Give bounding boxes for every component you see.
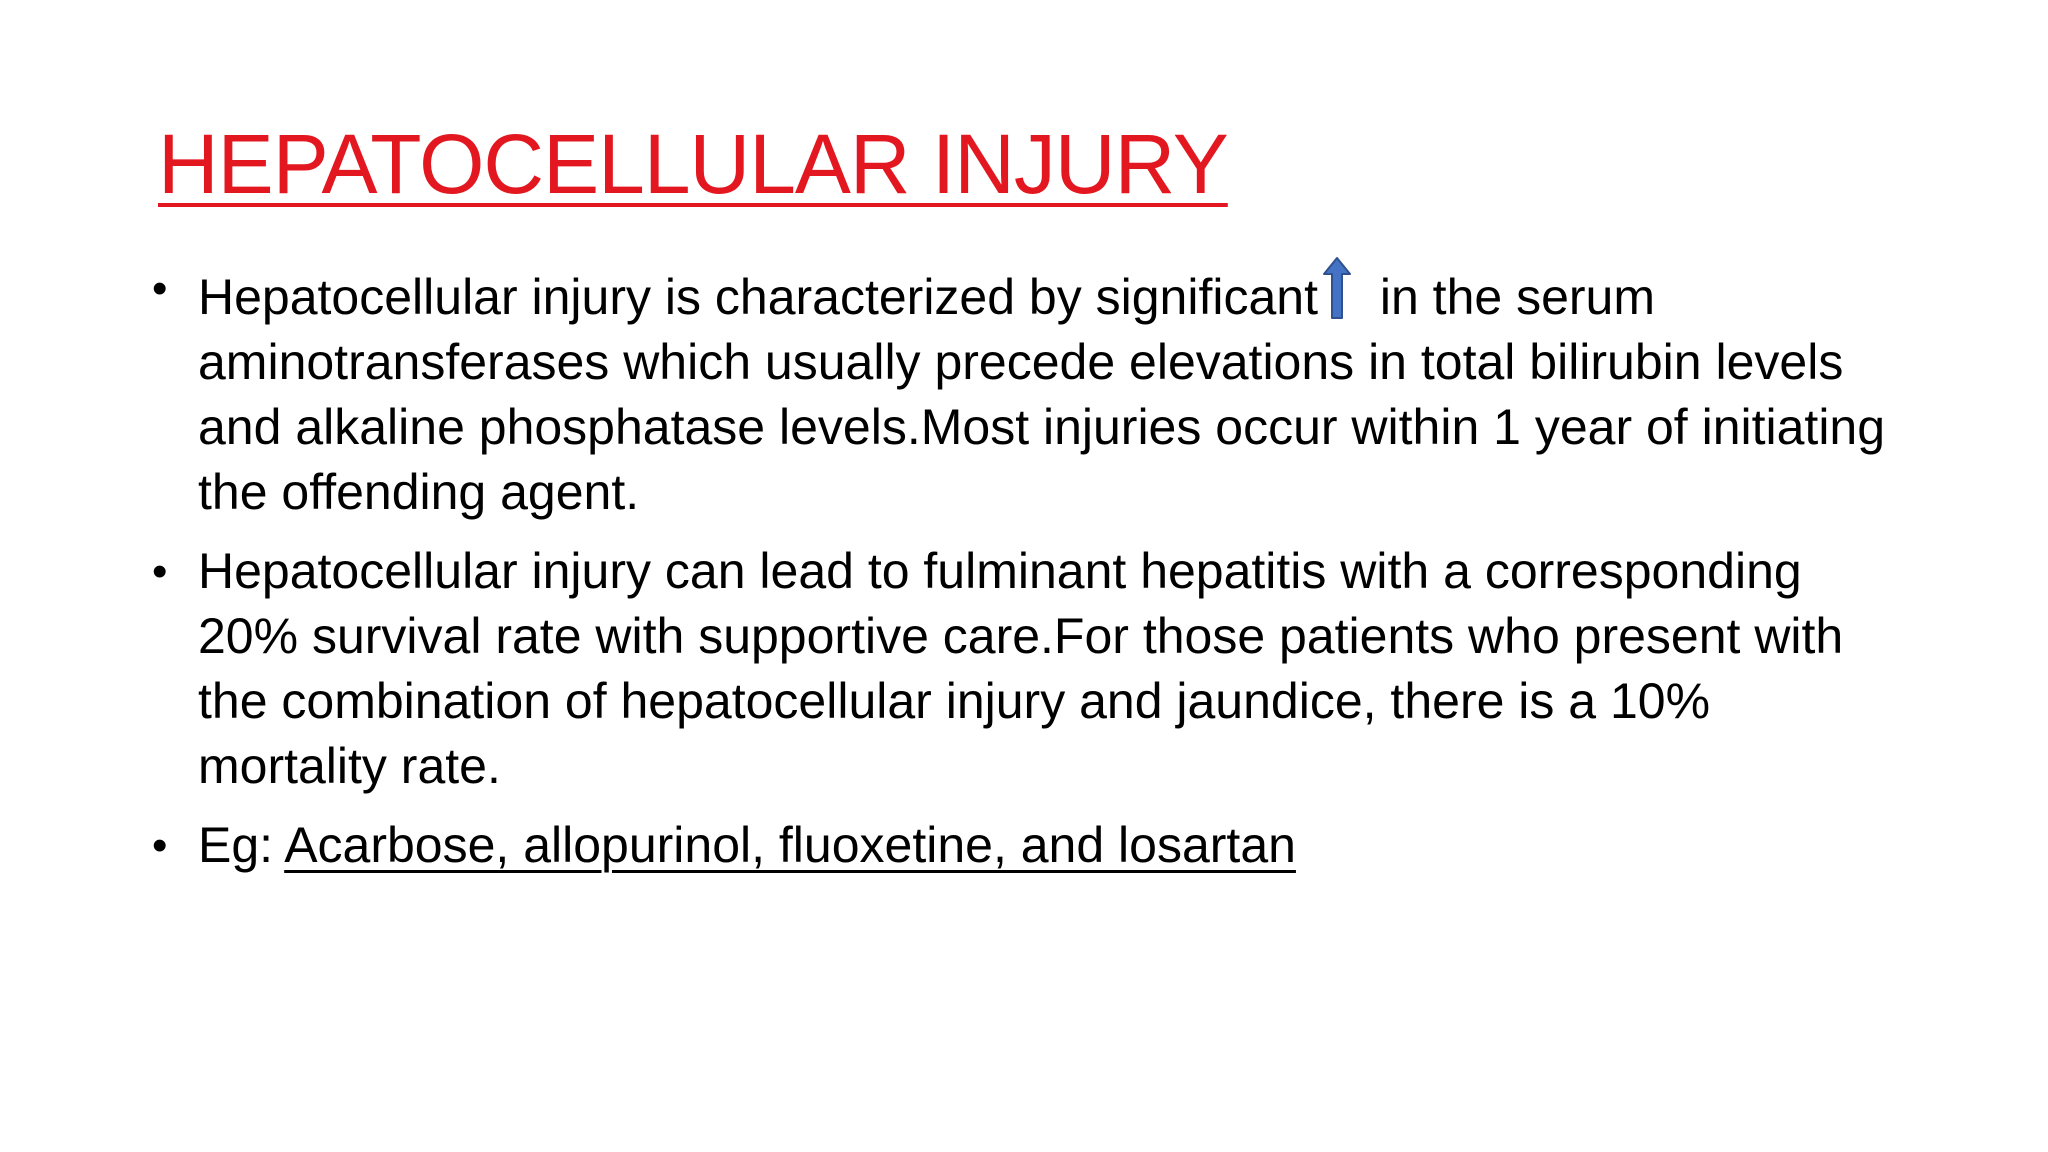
up-arrow-icon — [1322, 256, 1352, 320]
bullet-marker: • — [152, 821, 168, 870]
bullet-item — [152, 813, 1912, 878]
bullet-marker: • — [152, 547, 168, 596]
bullet-item — [152, 256, 1912, 525]
bullet-text-part: Hepatocellular injury is characterized by significant — [198, 269, 1318, 325]
bullet-text-prefix: Eg: — [198, 817, 285, 873]
bullet-item — [152, 539, 1912, 799]
bullet-marker: • — [152, 264, 168, 313]
slide-title: HEPATOCELLULAR INJURY — [158, 117, 1228, 211]
bullet-text: Hepatocellular injury can lead to fulminant hepatitis with a corresponding 20% survival rate with supportive care.For those patients who present with the combination of hepatocellular injury and jaundice, there is a 10% mortality rate. — [198, 543, 1844, 794]
bullet-text-part: in the serum aminotransferases which usually precede elevations in total bilirubin levels and alkaline phosphatase levels.Most injuries occur within 1 year of initiating the offending agent. — [198, 269, 1886, 520]
drug-examples: Acarbose, allopurinol, fluoxetine, and losartan — [284, 817, 1296, 873]
bullet-list — [152, 256, 1912, 892]
